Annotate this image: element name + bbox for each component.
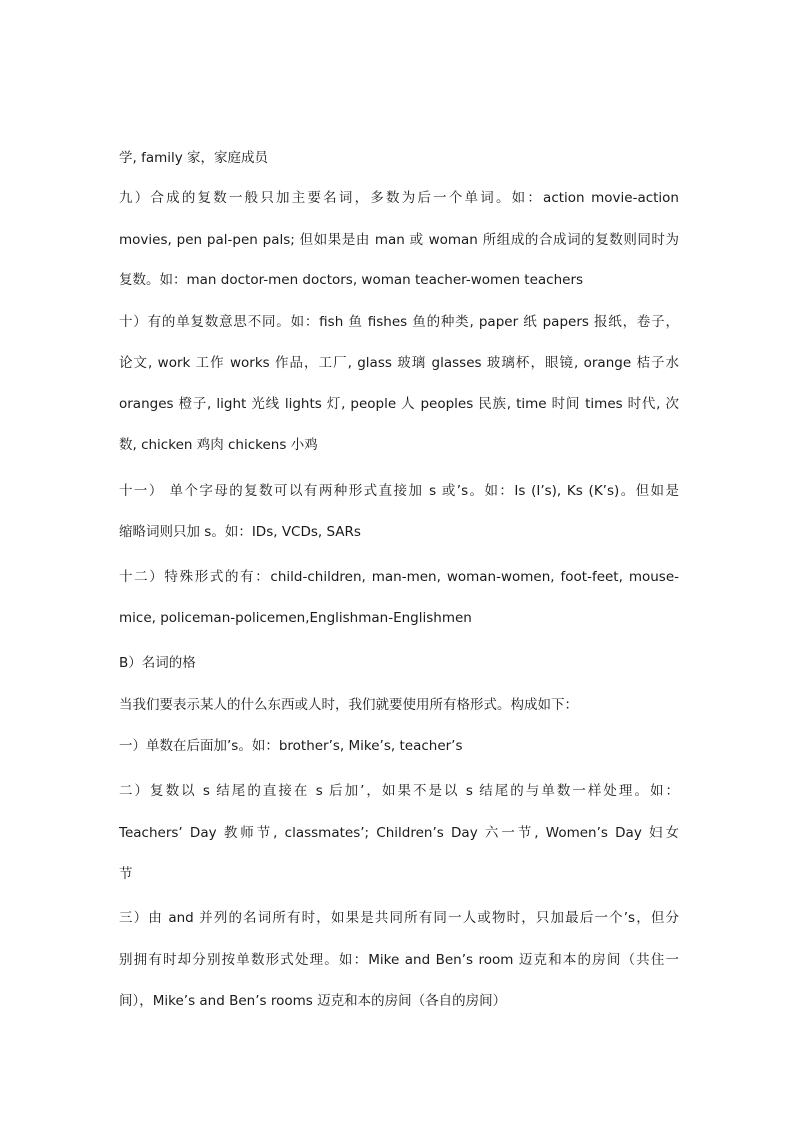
text-line-5: 十）有的单复数意思不同。如：fish 鱼 fishes 鱼的种类, paper 纸 papers 报纸，卷子， — [119, 314, 679, 330]
text-line-1: 学, family 家，家庭成员 — [119, 150, 269, 166]
section-heading-b: B）名词的格 — [119, 655, 196, 671]
text-line-11: 十二）特殊形式的有：child-children, man-men, woman-women, foot-feet, mouse- — [119, 569, 679, 585]
text-line-8: 数, chicken 鸡肉 chickens 小鸡 — [119, 437, 318, 453]
text-line-12: mice, policeman-policemen,Englishman-Englishmen — [119, 610, 472, 626]
text-line-16: 二）复数以 s 结尾的直接在 s 后加’，如果不是以 s 结尾的与单数一样处理。如： — [119, 783, 679, 799]
text-line-19: 三）由 and 并列的名词所有时，如果是共同所有同一人或物时，只加最后一个’s，但分 — [119, 910, 679, 926]
text-line-20: 别拥有时却分别按单数形式处理。如：Mike and Ben’s room 迈克和本的房间（共住一 — [119, 952, 679, 968]
text-line-6: 论文, work 工作 works 作品，工厂, glass 玻璃 glasses 玻璃杯，眼镜, orange 桔子水 — [119, 355, 679, 371]
text-line-4: 复数。如：man doctor-men doctors, woman teacher-women teachers — [119, 272, 584, 288]
text-line-21: 间），Mike’s and Ben’s rooms 迈克和本的房间（各自的房间） — [119, 993, 507, 1009]
text-line-14: 当我们要表示某人的什么东西或人时，我们就要使用所有格形式。构成如下： — [119, 697, 578, 713]
text-line-3: movies, pen pal-pen pals; 但如果是由 man 或 woman 所组成的合成词的复数则同时为 — [119, 232, 679, 248]
text-line-7: oranges 橙子, light 光线 lights 灯, people 人 peoples 民族, time 时间 times 时代, 次 — [119, 396, 679, 412]
text-line-18: 节 — [119, 866, 133, 882]
text-line-15: 一）单数在后面加’s。如：brother’s, Mike’s, teacher’s — [119, 738, 463, 754]
text-line-10: 缩略词则只加 s。如：IDs, VCDs, SARs — [119, 524, 361, 540]
text-line-2: 九）合成的复数一般只加主要名词，多数为后一个单词。如：action movie-action — [119, 190, 679, 206]
text-line-9: 十一） 单个字母的复数可以有两种形式直接加 s 或’s。如：Is (I’s), Ks (K’s)。但如是 — [119, 483, 679, 499]
text-line-17: Teachers’ Day 教师节, classmates’; Children’s Day 六一节, Women’s Day 妇女 — [119, 825, 679, 841]
